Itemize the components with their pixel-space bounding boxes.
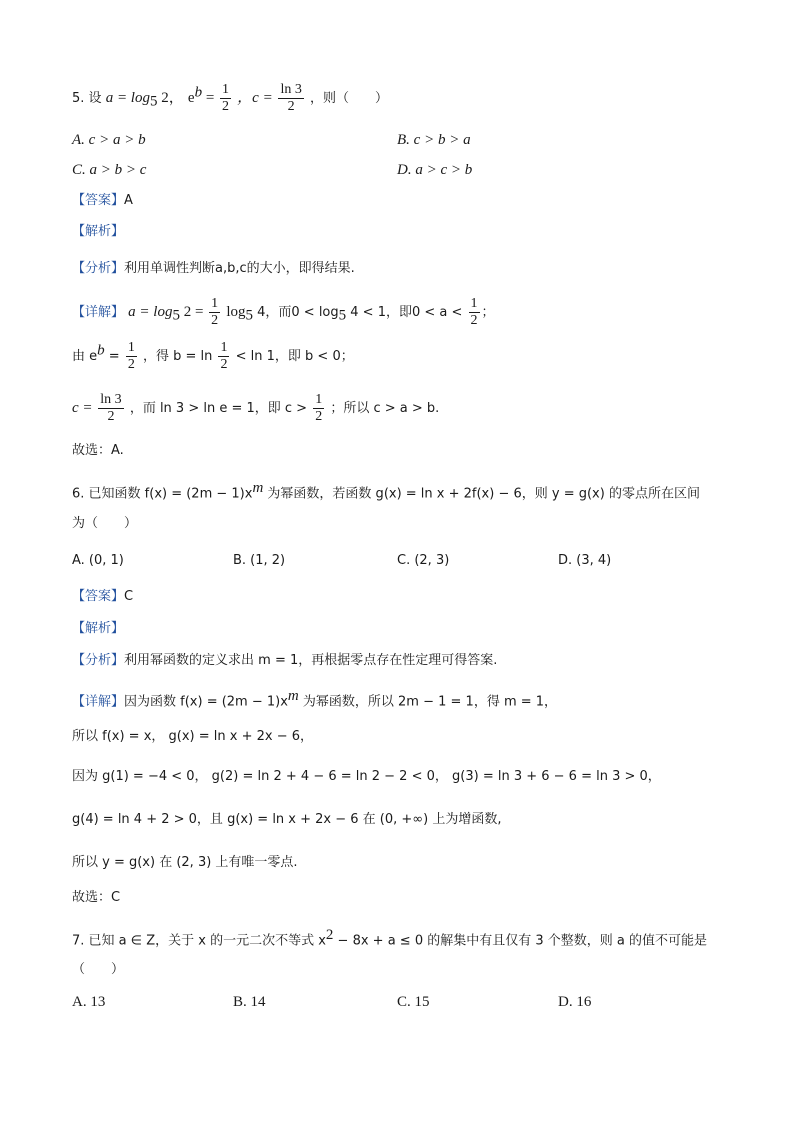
- q5-detail-line2: [72, 340, 354, 373]
- fraction: [313, 392, 324, 425]
- fraction: [209, 296, 220, 329]
- math-text: 7. 已知 a ∈ Z，关于 x 的一元二次不等式 x: [72, 933, 326, 949]
- math-text: a = log: [128, 304, 173, 320]
- q7-option-b: B. 14: [233, 994, 266, 1010]
- math-sup: b: [97, 342, 105, 359]
- q6-answer: [72, 587, 133, 607]
- q6-option-c: C. (2, 3): [397, 553, 450, 568]
- math-sub: 5: [338, 307, 347, 324]
- q7-stem-line1: [72, 925, 707, 951]
- math-text: 4 < 1，即0 < a <: [346, 305, 467, 320]
- math-text: ；所以 c > a > b.: [330, 401, 440, 416]
- frac-den: 2: [222, 99, 230, 114]
- math-text: ，而 ln 3 > ln e = 1，即 c >: [129, 401, 312, 416]
- answer-tag: 【答案】: [72, 589, 125, 604]
- q5-stem-end: ，则（ ）: [309, 91, 388, 106]
- detail-tag: 【详解】: [72, 694, 125, 710]
- frac-num: 1: [220, 340, 228, 355]
- math-text: c =: [72, 400, 97, 416]
- frac-den: 2: [127, 357, 135, 372]
- q6-detail-line5: 所以 y = g(x) 在 (2, 3) 上有唯一零点.: [72, 855, 298, 870]
- q6-detail-line3: 因为 g(1) = −4 < 0， g(2) = ln 2 + 4 − 6 = ln 2 − 2 < 0， g(3) = ln 3 + 6 − 6 = ln 3 > 0，: [72, 769, 661, 784]
- q7-option-a: A. 13: [72, 994, 106, 1010]
- math-text: ，得 b = ln: [142, 349, 217, 364]
- fenxi-text: 利用幂函数的定义求出 m = 1，再根据零点存在性定理可得答案.: [124, 653, 498, 668]
- q5-number: 5. 设: [72, 91, 102, 106]
- q5-answer: [72, 191, 133, 211]
- math-sub: 5: [245, 307, 253, 324]
- math-text: 2 =: [179, 304, 208, 320]
- math-text: ；: [481, 305, 495, 320]
- fenxi-tag: 【分析】: [72, 653, 125, 668]
- q5-c-def: ，c =: [237, 90, 277, 106]
- answer-tag: 【答案】: [72, 193, 125, 208]
- q7-option-d: D. 16: [558, 994, 592, 1010]
- math-text: 由 e: [72, 349, 98, 364]
- fraction: [126, 340, 137, 373]
- q5-ln3-fraction: [278, 82, 303, 115]
- frac-den: 2: [220, 357, 228, 372]
- q5-fenxi: [72, 259, 355, 279]
- answer-value: A: [124, 193, 133, 208]
- q5-detail-line1: [72, 296, 495, 329]
- q5-detail-line3: [72, 392, 439, 425]
- q6-option-d: D. (3, 4): [558, 553, 612, 568]
- math-text: 4，而0 < log: [252, 305, 339, 320]
- frac-num: 1: [315, 392, 323, 407]
- q6-option-a: A. (0, 1): [72, 553, 124, 568]
- q6-analysis-tag: 【解析】: [72, 621, 125, 636]
- q5-option-c: C. a > b > c: [72, 162, 147, 178]
- fenxi-text: 利用单调性判断a,b,c的大小，即得结果.: [124, 261, 355, 276]
- q6-detail-line4: g(4) = ln 4 + 2 > 0，且 g(x) = ln x + 2x − 6 在 (0, +∞) 上为增函数,: [72, 812, 502, 827]
- frac-den: 2: [315, 409, 323, 424]
- q6-option-b: B. (1, 2): [233, 553, 286, 568]
- frac-den: 2: [107, 409, 115, 424]
- q5-a-sub: 5: [149, 93, 158, 110]
- q5-option-a: A. c > a > b: [72, 132, 146, 148]
- q5-option-b: B. c > b > a: [397, 132, 471, 148]
- q6-detail-line2: 所以 f(x) = x， g(x) = ln x + 2x − 6，: [72, 729, 314, 744]
- q5-a-val: 2，: [157, 90, 184, 106]
- q6-stem-line2: 为（ ）: [72, 516, 138, 531]
- frac-num: ln 3: [100, 392, 122, 407]
- math-text: 因为函数 f(x) = (2m − 1)x: [124, 694, 288, 710]
- q5-stem: [72, 82, 388, 115]
- math-text: log: [226, 304, 246, 320]
- q5-eq: =: [202, 90, 219, 106]
- math-text: 为幂函数，所以 2m − 1 = 1，得 m = 1，: [298, 694, 558, 710]
- math-sup: m: [287, 688, 299, 704]
- q5-e-sup: b: [194, 84, 203, 101]
- q6-stem-line1: [72, 478, 700, 504]
- frac-den: 2: [211, 313, 219, 328]
- math-sup: m: [252, 480, 264, 496]
- fraction: [218, 340, 229, 373]
- fraction: [98, 392, 123, 425]
- q5-analysis-tag: 【解析】: [72, 224, 125, 239]
- math-text: 6. 已知函数 f(x) = (2m − 1)x: [72, 486, 253, 502]
- frac-num: 1: [222, 82, 230, 97]
- q5-e: e: [187, 90, 195, 106]
- math-sup: 2: [325, 927, 334, 943]
- math-text: − 8x + a ≤ 0 的解集中有且仅有 3 个整数，则 a 的值不可能是: [333, 933, 707, 949]
- answer-value: C: [124, 589, 134, 604]
- q5-conclusion: 故选：A.: [72, 443, 124, 458]
- math-text: 为幂函数，若函数 g(x) = ln x + 2f(x) − 6，则 y = g(x) 的零点所在区间: [263, 486, 700, 502]
- q5-a-def: a = log: [105, 90, 150, 106]
- fenxi-tag: 【分析】: [72, 261, 125, 276]
- q6-conclusion: 故选：C: [72, 890, 121, 905]
- q5-option-d: D. a > c > b: [397, 162, 473, 178]
- math-text: =: [104, 349, 124, 364]
- frac-den: 2: [287, 99, 295, 114]
- q6-detail-line1: [72, 686, 557, 712]
- q6-fenxi: [72, 651, 497, 671]
- math-text: < ln 1，即 b < 0；: [235, 349, 354, 364]
- detail-tag: 【详解】: [72, 305, 125, 320]
- frac-num: 1: [470, 296, 478, 311]
- frac-num: 1: [211, 296, 219, 311]
- math-sub: 5: [172, 307, 180, 324]
- frac-den: 2: [470, 313, 478, 328]
- frac-num: ln 3: [280, 82, 302, 97]
- q5-half-fraction: [220, 82, 231, 115]
- fraction: [469, 296, 480, 329]
- frac-num: 1: [127, 340, 135, 355]
- q7-stem-line2: （ ）: [72, 962, 125, 977]
- q7-option-c: C. 15: [397, 994, 430, 1010]
